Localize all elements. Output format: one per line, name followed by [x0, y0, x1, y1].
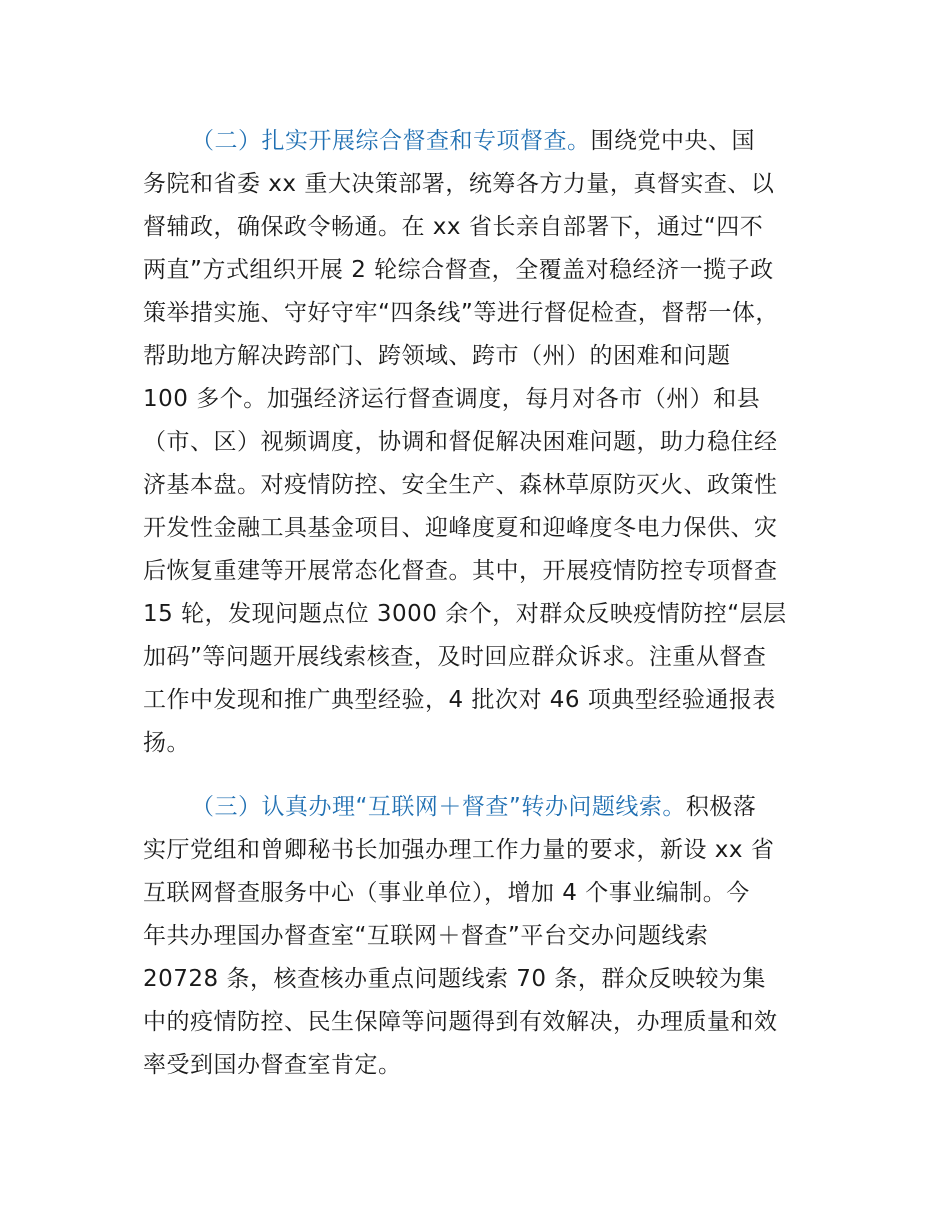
paragraph-line: 工作中发现和推广典型经验，4 批次对 46 项典型经验通报表: [143, 687, 776, 713]
paragraph-line: 率受到国办督查室肯定。: [143, 1052, 402, 1078]
paragraph-line: 务院和省委 xx 重大决策部署，统筹各方力量，真督实查、以: [143, 171, 775, 197]
paragraph-line: 帮助地方解决跨部门、跨领域、跨市（州）的困难和问题: [143, 343, 731, 369]
paragraph-line: 15 轮，发现问题点位 3000 余个，对群众反映疫情防控“层层: [143, 601, 787, 627]
paragraph-line: （市、区）视频调度，协调和督促解决困难问题，助力稳住经: [143, 429, 778, 455]
paragraph-first-line: [191, 792, 756, 822]
paragraph-first-line: [191, 126, 755, 156]
paragraph-text: 围绕党中央、国: [590, 128, 755, 154]
paragraph-line: 策举措实施、守好守牢“四条线”等进行督促检查，督帮一体，: [143, 300, 779, 326]
paragraph-line: 开发性金融工具基金项目、迎峰度夏和迎峰度冬电力保供、灾: [143, 515, 778, 541]
paragraph-line: 后恢复重建等开展常态化督查。其中，开展疫情防控专项督查: [143, 558, 778, 584]
paragraph-line: 两直”方式组织开展 2 轮综合督查，全覆盖对稳经济一揽子政: [143, 257, 774, 283]
paragraph-line: 实厅党组和曾卿秘书长加强办理工作力量的要求，新设 xx 省: [143, 837, 775, 863]
paragraph-line: 互联网督查服务中心（事业单位），增加 4 个事业编制。今: [143, 880, 750, 906]
paragraph-text: 积极落: [685, 794, 757, 820]
paragraph-line: 年共办理国办督查室“互联网＋督查”平台交办问题线索: [143, 923, 709, 949]
paragraph-line: 中的疫情防控、民生保障等问题得到有效解决，办理质量和效: [143, 1009, 778, 1035]
paragraph-line: 扬。: [143, 730, 190, 756]
paragraph-line: 督辅政，确保政令畅通。在 xx 省长亲自部署下，通过“四不: [143, 214, 764, 240]
section-heading: （三）认真办理“互联网＋督查”转办问题线索。: [191, 794, 686, 820]
paragraph-line: 济基本盘。对疫情防控、安全生产、森林草原防灭火、政策性: [143, 472, 778, 498]
paragraph-line: 20728 条，核查核办重点问题线索 70 条，群众反映较为集: [143, 966, 766, 992]
paragraph-line: 100 多个。加强经济运行督查调度，每月对各市（州）和县: [143, 386, 761, 412]
paragraph-line: 加码”等问题开展线索核查，及时回应群众诉求。注重从督查: [143, 644, 767, 670]
section-heading: （二）扎实开展综合督查和专项督查。: [191, 128, 591, 154]
